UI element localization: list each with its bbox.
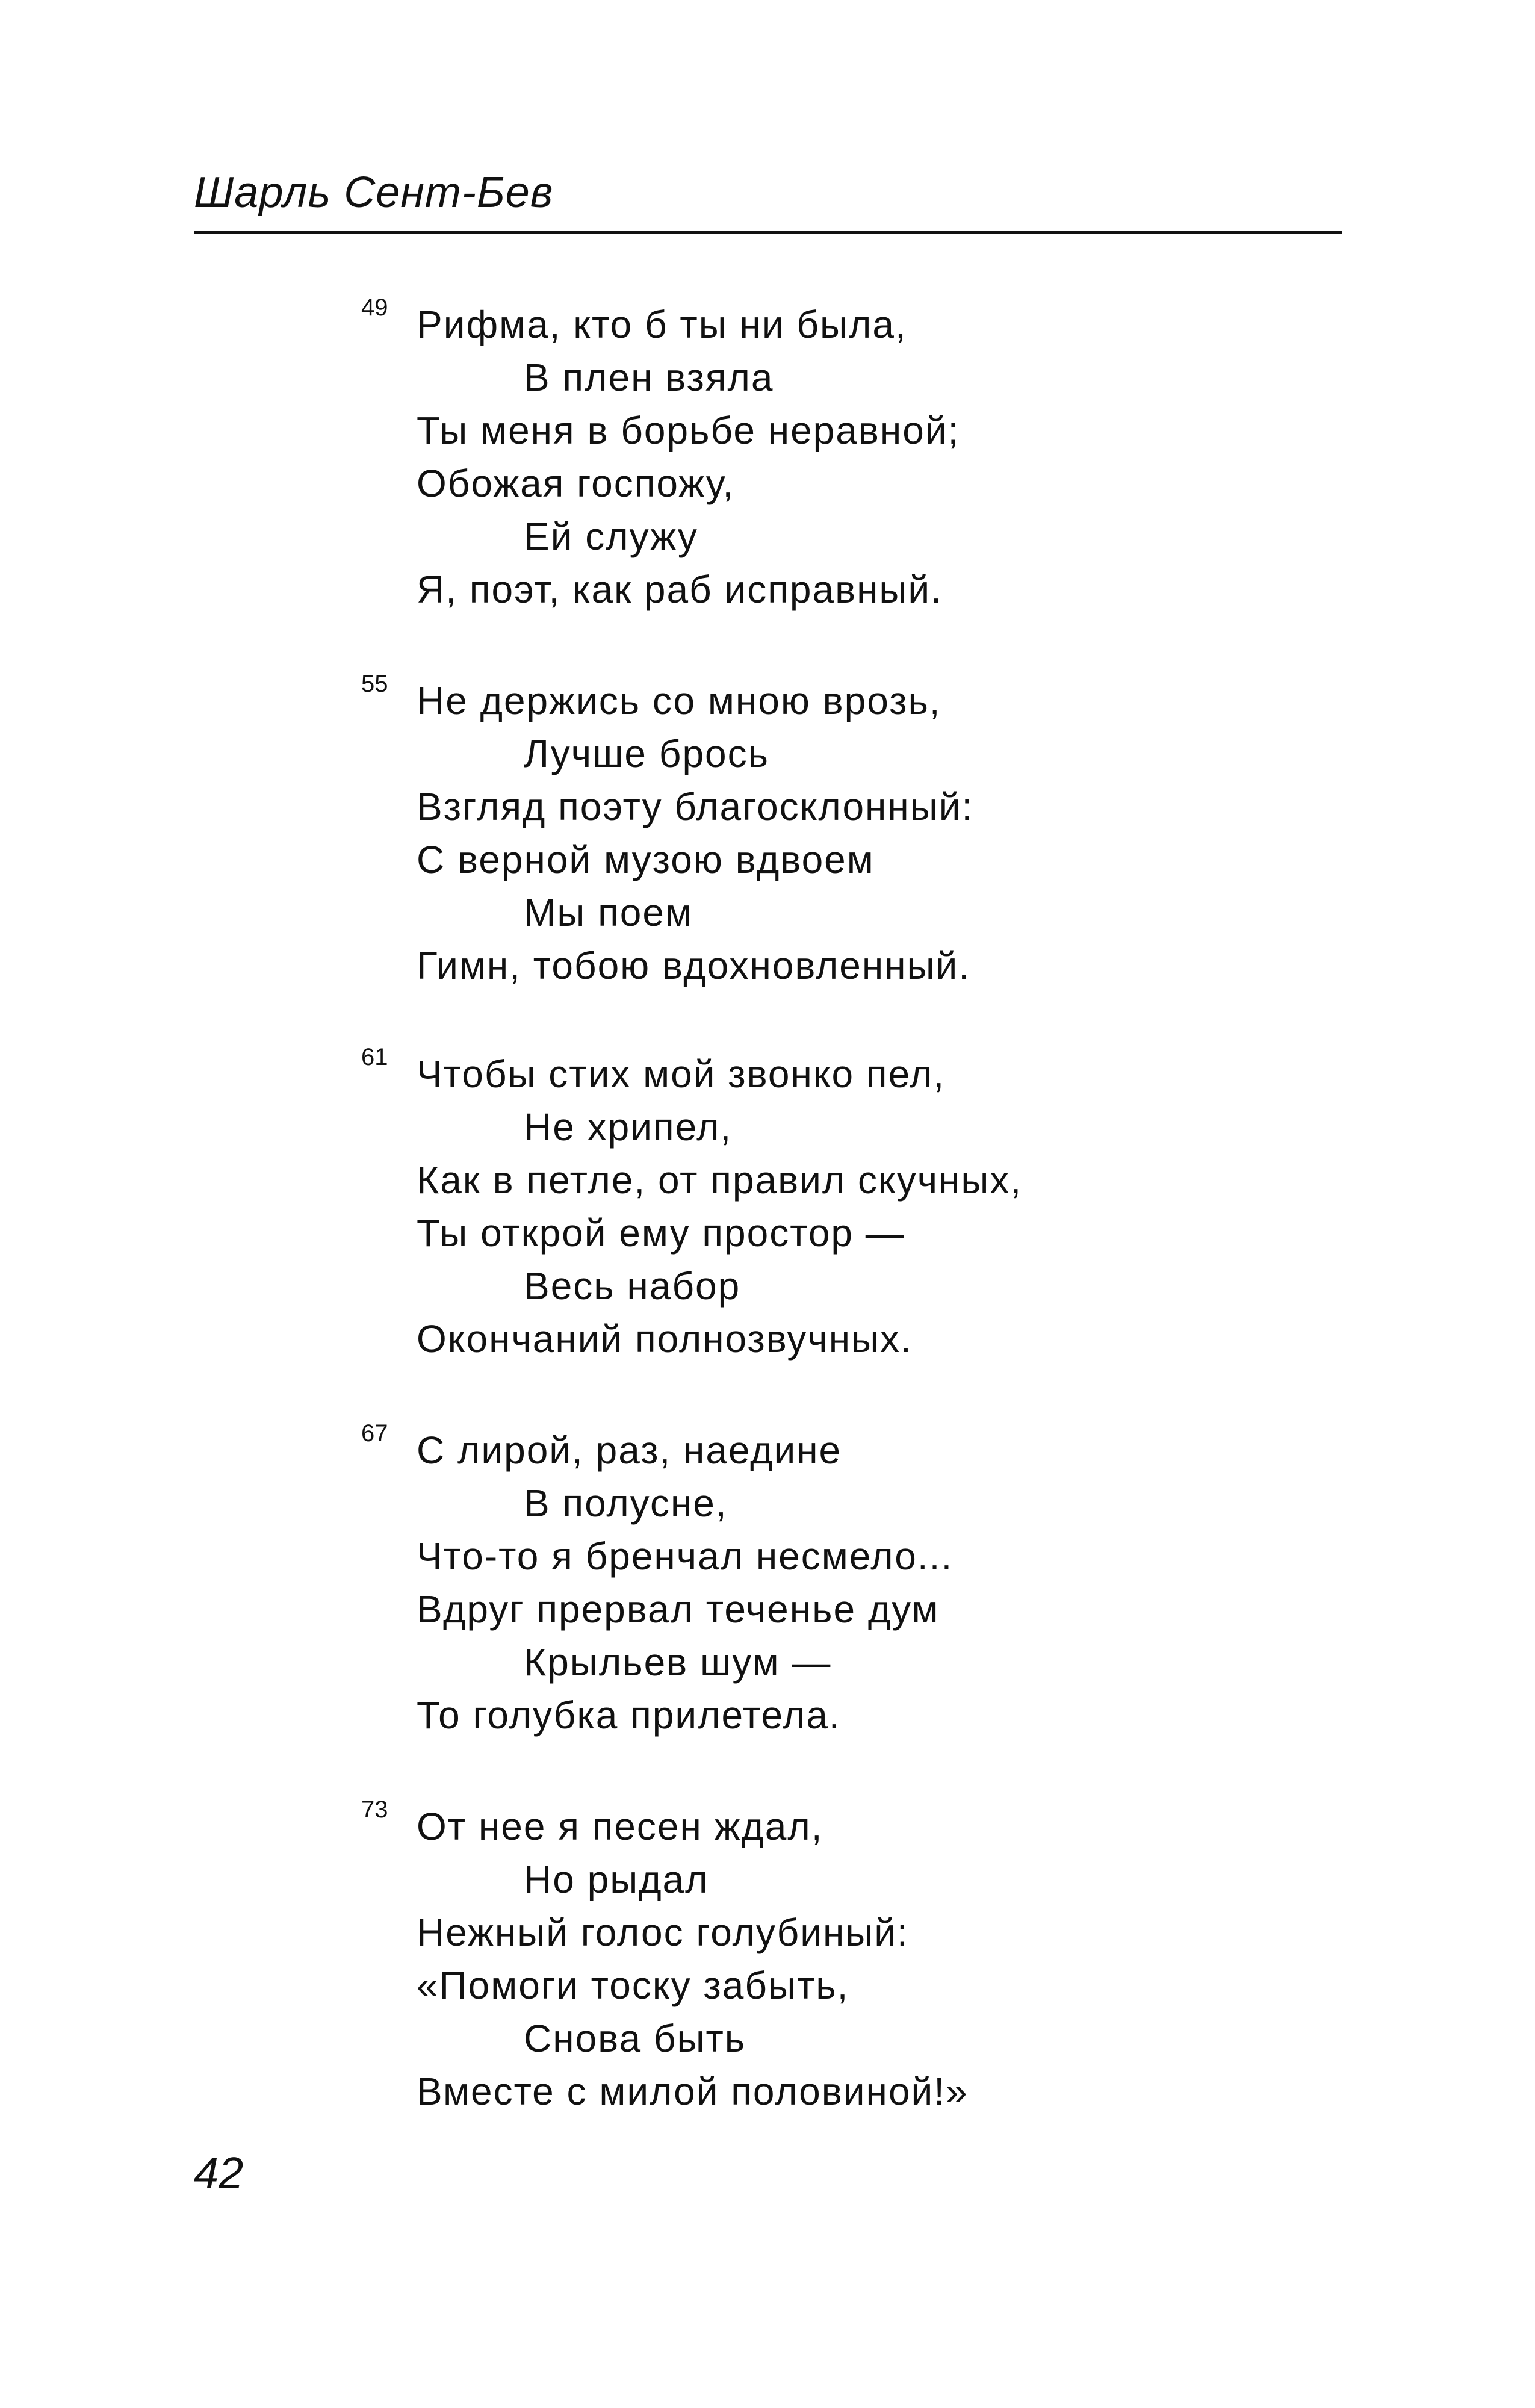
verse-line: То голубка прилетела. <box>417 1693 841 1737</box>
stanza <box>361 1420 954 1742</box>
verse-line: Нежный голос голубиный: <box>417 1911 909 1954</box>
stanza <box>361 671 974 992</box>
verse-line <box>361 671 973 727</box>
verse-line: Взгляд поэту благосклонный: <box>417 785 974 828</box>
verse-line: Ты меня в борьбе неравной; <box>417 409 960 452</box>
stanza <box>361 1796 969 2118</box>
verse-line: Лучше брось <box>524 732 769 775</box>
verse-line <box>361 1796 969 1853</box>
line-number: 67 <box>361 1420 388 1447</box>
line-number: 55 <box>361 671 388 697</box>
verse-line: Снова быть <box>524 2017 746 2060</box>
verse-line <box>361 1420 953 1477</box>
verse-line: В плен взяла <box>524 356 774 399</box>
verse-line-text: С лирой, раз, наедине <box>417 1429 842 1472</box>
verse-line: Мы поем <box>524 891 693 934</box>
stanza <box>361 1044 1023 1365</box>
verse-line-text: Не держись со мною врозь, <box>417 679 941 722</box>
verse-line: Ты открой ему простор — <box>417 1211 905 1255</box>
verse-line: Вместе с милой половиной!» <box>417 2070 969 2113</box>
line-number: 61 <box>361 1044 388 1070</box>
verse-line: Но рыдал <box>524 1858 709 1901</box>
verse-line: Вдруг прервал теченье дум <box>417 1587 940 1631</box>
verse-line-text: От нее я песен ждал, <box>417 1805 823 1848</box>
line-number: 73 <box>361 1796 388 1823</box>
verse-line: Ей служу <box>524 515 698 558</box>
header-rule <box>194 231 1342 234</box>
verse-line: Крыльев шум — <box>524 1640 832 1684</box>
verse-line-text: Рифма, кто б ты ни была, <box>417 303 907 346</box>
page-number: 42 <box>194 2148 244 2198</box>
verse-line: Обожая госпожу, <box>417 462 735 505</box>
verse-line: В полусне, <box>524 1482 728 1525</box>
verse-line: «Помоги тоску забыть, <box>417 1964 849 2007</box>
verse-line <box>361 294 960 351</box>
verse-line: Не хрипел, <box>524 1105 733 1149</box>
verse-line: Гимн, тобою вдохновленный. <box>417 944 971 987</box>
verse-line-text: Чтобы стих мой звонко пел, <box>417 1052 946 1096</box>
verse-line: Окончаний полнозвучных. <box>417 1317 913 1361</box>
verse-line: Как в петле, от правил скучных, <box>417 1158 1023 1202</box>
verse-line: С верной музою вдвоем <box>417 838 875 881</box>
verse-line: Весь набор <box>524 1264 741 1308</box>
verse-line: Что-то я бренчал несмело... <box>417 1534 954 1578</box>
verse-line: Я, поэт, как раб исправный. <box>417 568 943 611</box>
stanza <box>361 294 960 616</box>
verse-line <box>361 1044 1022 1100</box>
running-title: Шарль Сент-Бев <box>194 169 554 217</box>
line-number: 49 <box>361 294 388 321</box>
